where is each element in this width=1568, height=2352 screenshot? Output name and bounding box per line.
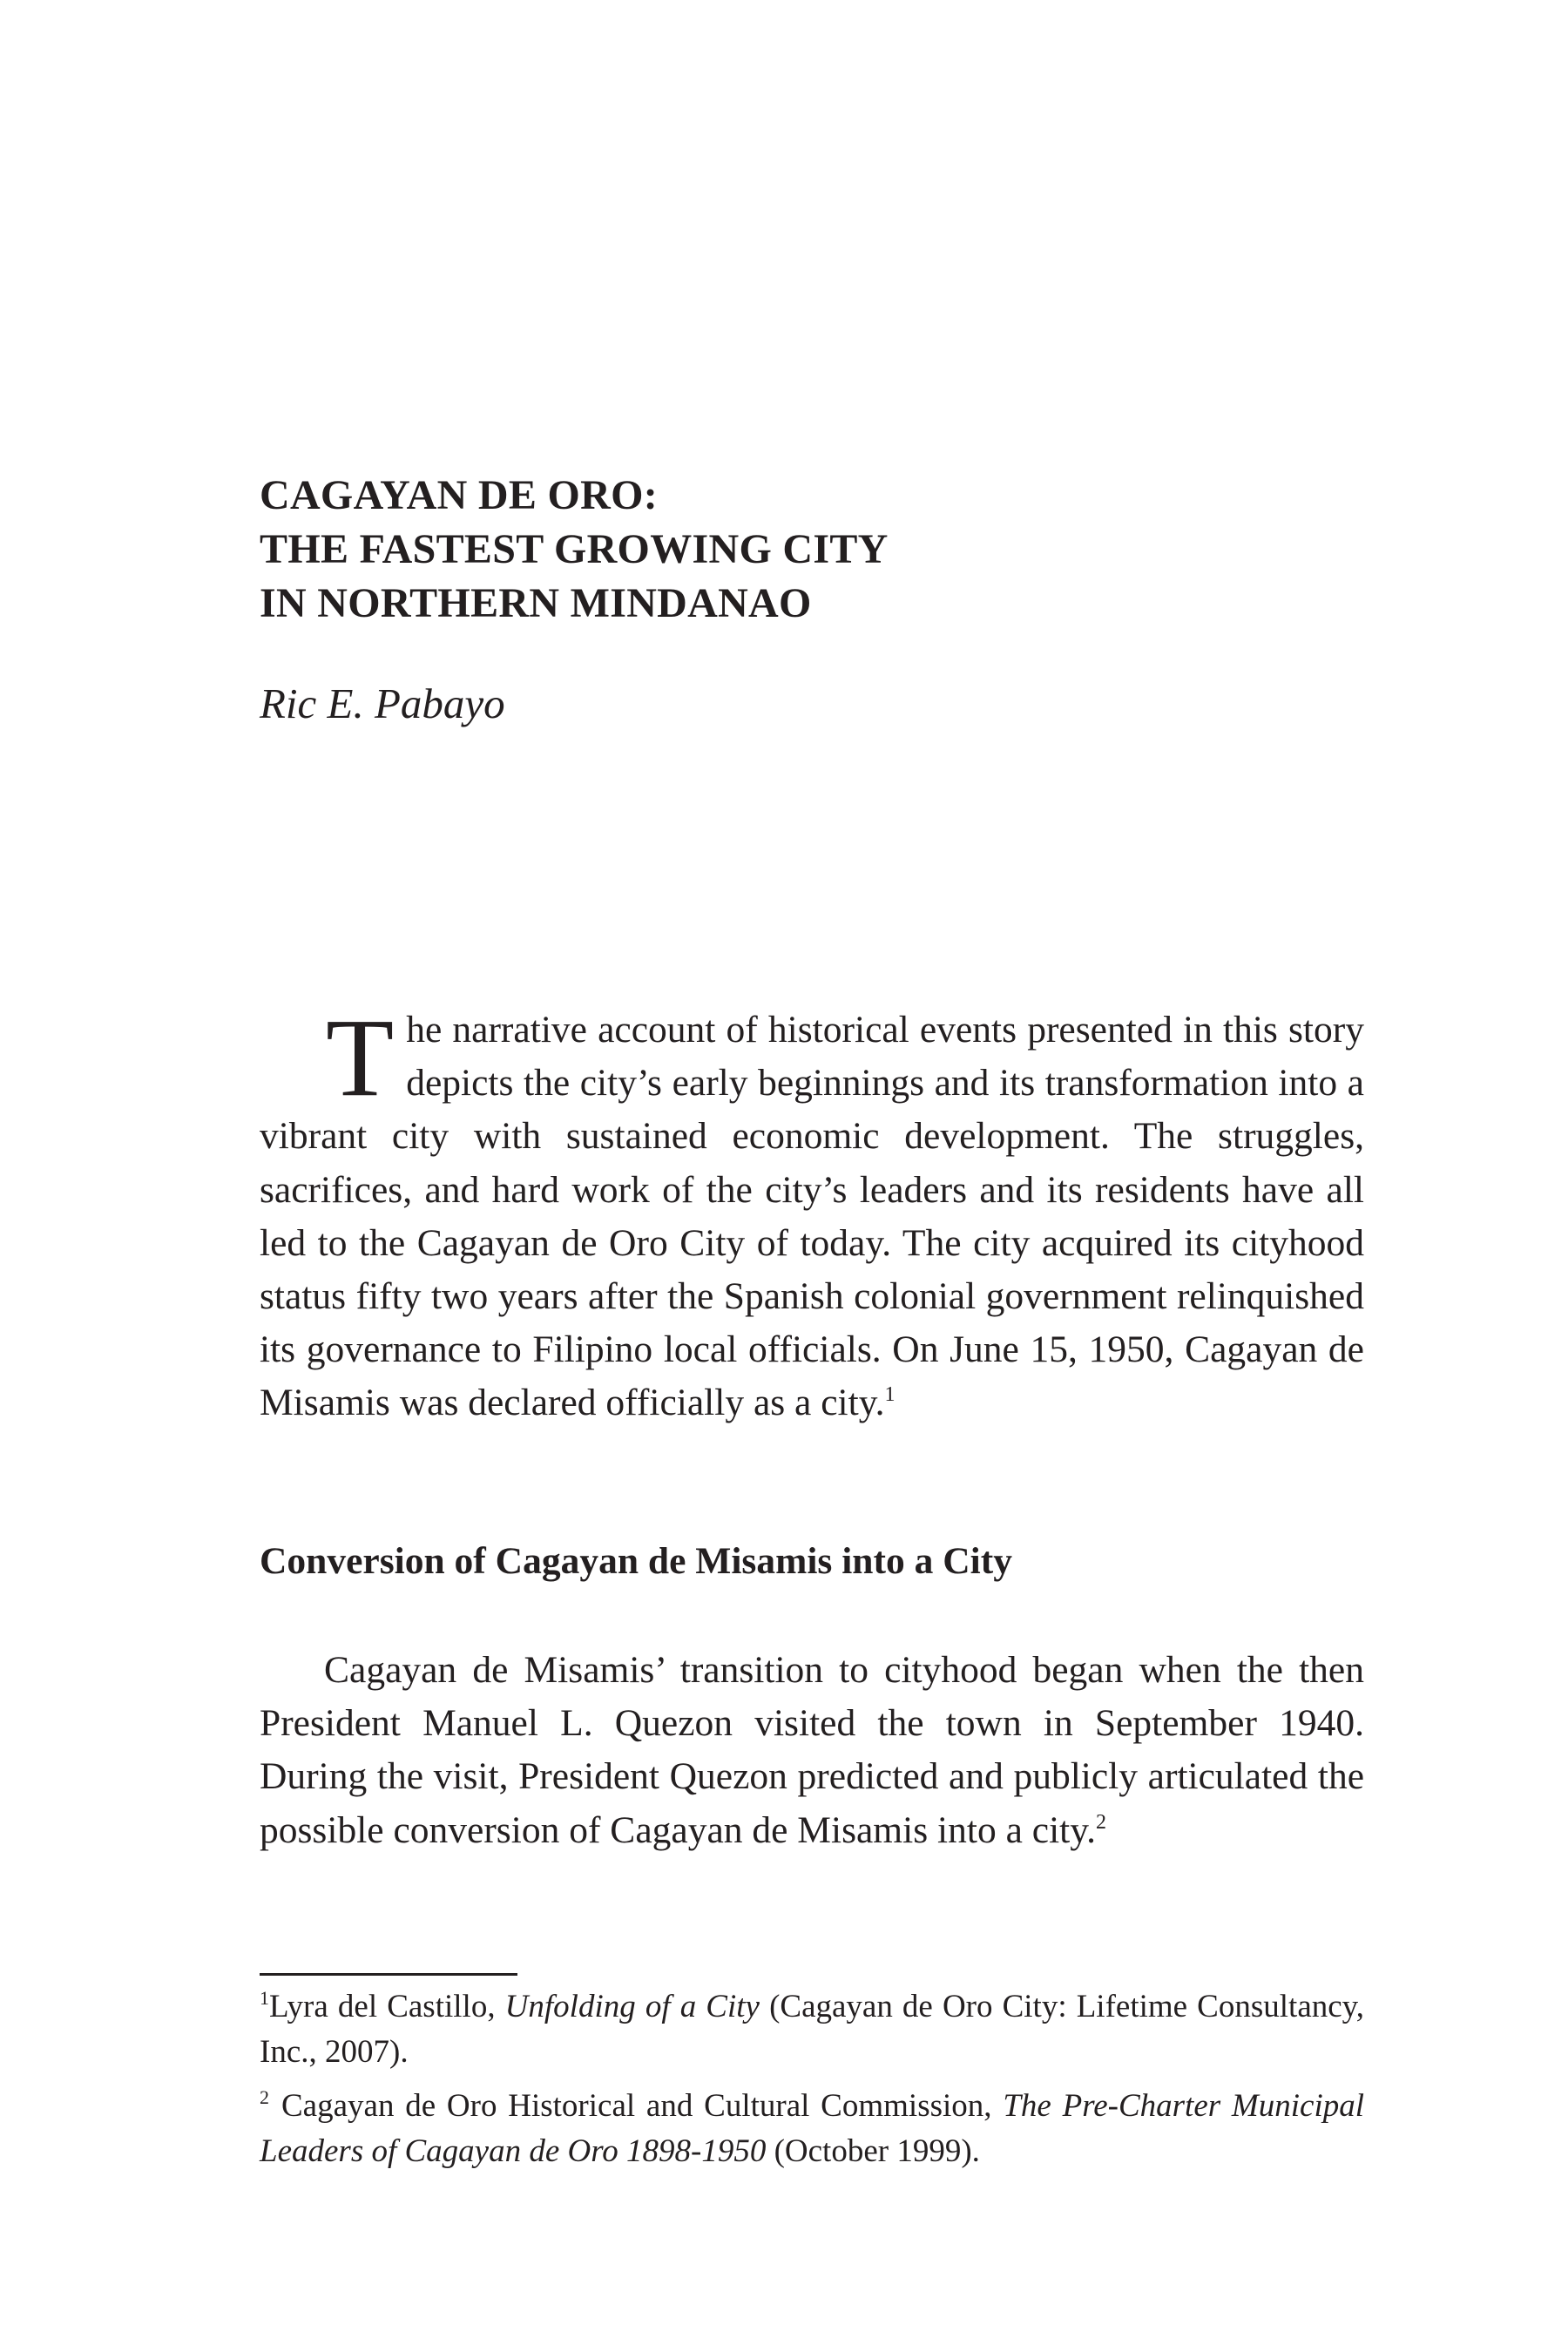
section-heading: Conversion of Cagayan de Misamis into a City <box>260 1540 1012 1582</box>
footnote-1 <box>260 1984 1364 2075</box>
footnote-ref-1[interactable]: 1 <box>884 1383 896 1407</box>
title-line-2: THE FASTEST GROWING CITY <box>260 526 889 572</box>
footnote-2-before: Cagayan de Oro Historical and Cultural Commission, <box>281 2088 1004 2124</box>
footnote-2-title: The Pre-Charter Municipal Leaders of Cagayan de Oro 1898-1950 <box>260 2088 1365 2169</box>
intro-paragraph <box>260 996 1364 1430</box>
footnote-mark-1: 1 <box>260 1987 269 2009</box>
footnote-ref-2[interactable]: 2 <box>1096 1810 1107 1834</box>
section-paragraph <box>260 1644 1364 1857</box>
author-name: Ric E. Pabayo <box>260 679 505 727</box>
footnote-mark-2: 2 <box>260 2086 269 2108</box>
footnote-2 <box>260 2084 1364 2174</box>
title-line-1: CAGAYAN DE ORO: <box>260 472 659 518</box>
drop-cap: T <box>326 996 395 1119</box>
footnotes <box>260 1984 1364 2183</box>
footnote-1-title: Unfolding of a City <box>504 1989 760 2024</box>
footnote-1-before: Lyra del Castillo, <box>269 1989 505 2024</box>
intro-text: he narrative account of historical events presented in this story depicts the city’s early beginnings and its transformation into a vibrant city with sustained economic development. The struggles, sacrifices, and hard work of the city’s leaders and its residents have all led to the Cagayan de Oro City of today. The city acquired its cityhood status fifty two years after the Spanish colonial government relinquished its governance to Filipino local officials. On June 15, 1950, Cagayan de Misamis was declared officially as a city. <box>260 1009 1364 1424</box>
document-page <box>260 0 1364 2352</box>
title-line-3: IN NORTHERN MINDANAO <box>260 580 812 626</box>
footnote-1-after: (Cagayan de Oro City: Lifetime Consultancy, Inc., 2007). <box>260 1989 1365 2070</box>
article-title <box>260 469 1364 631</box>
section-text: Cagayan de Misamis’ transition to cityhood began when the then President Manuel L. Quezon visited the town in September 1940. During the visit, President Quezon predicted and publicly articulated the possible conversion of Cagayan de Misamis into a city. <box>260 1649 1364 1851</box>
footnote-divider <box>260 1973 517 1976</box>
footnote-2-after: (October 1999). <box>766 2133 980 2169</box>
